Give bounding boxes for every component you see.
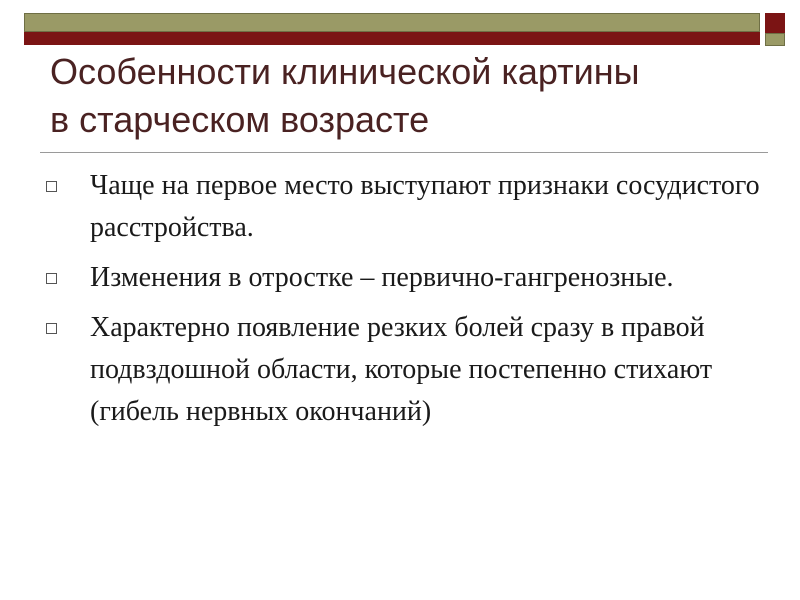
- slide-title-line-2: в старческом возрасте: [50, 99, 430, 140]
- square-bullet-icon: [46, 323, 57, 334]
- header-olive-square: [765, 33, 785, 46]
- bullet-text: Изменения в отростке – первично-гангренозные.: [90, 262, 674, 293]
- header-maroon-bar: [24, 32, 760, 45]
- header-maroon-square: [765, 13, 785, 33]
- bullet-item-pain-pattern: [44, 307, 764, 433]
- square-bullet-icon: [46, 273, 57, 284]
- bullet-item-appendix-changes: [44, 257, 764, 299]
- bullet-list: [44, 165, 764, 441]
- slide-title-line-1: Особенности клинической картины: [50, 51, 640, 92]
- header-olive-bar: [24, 13, 760, 32]
- square-bullet-icon: [46, 181, 57, 192]
- bullet-text: Характерно появление резких болей сразу в правой подвздошной области, которые постепенно стихают (гибель нервных окончаний): [90, 312, 713, 427]
- bullet-text: Чаще на первое место выступают признаки сосудистого расстройства.: [90, 170, 760, 243]
- bullet-item-vascular-signs: [44, 165, 764, 249]
- title-divider: [40, 152, 768, 153]
- slide-title: [50, 48, 770, 144]
